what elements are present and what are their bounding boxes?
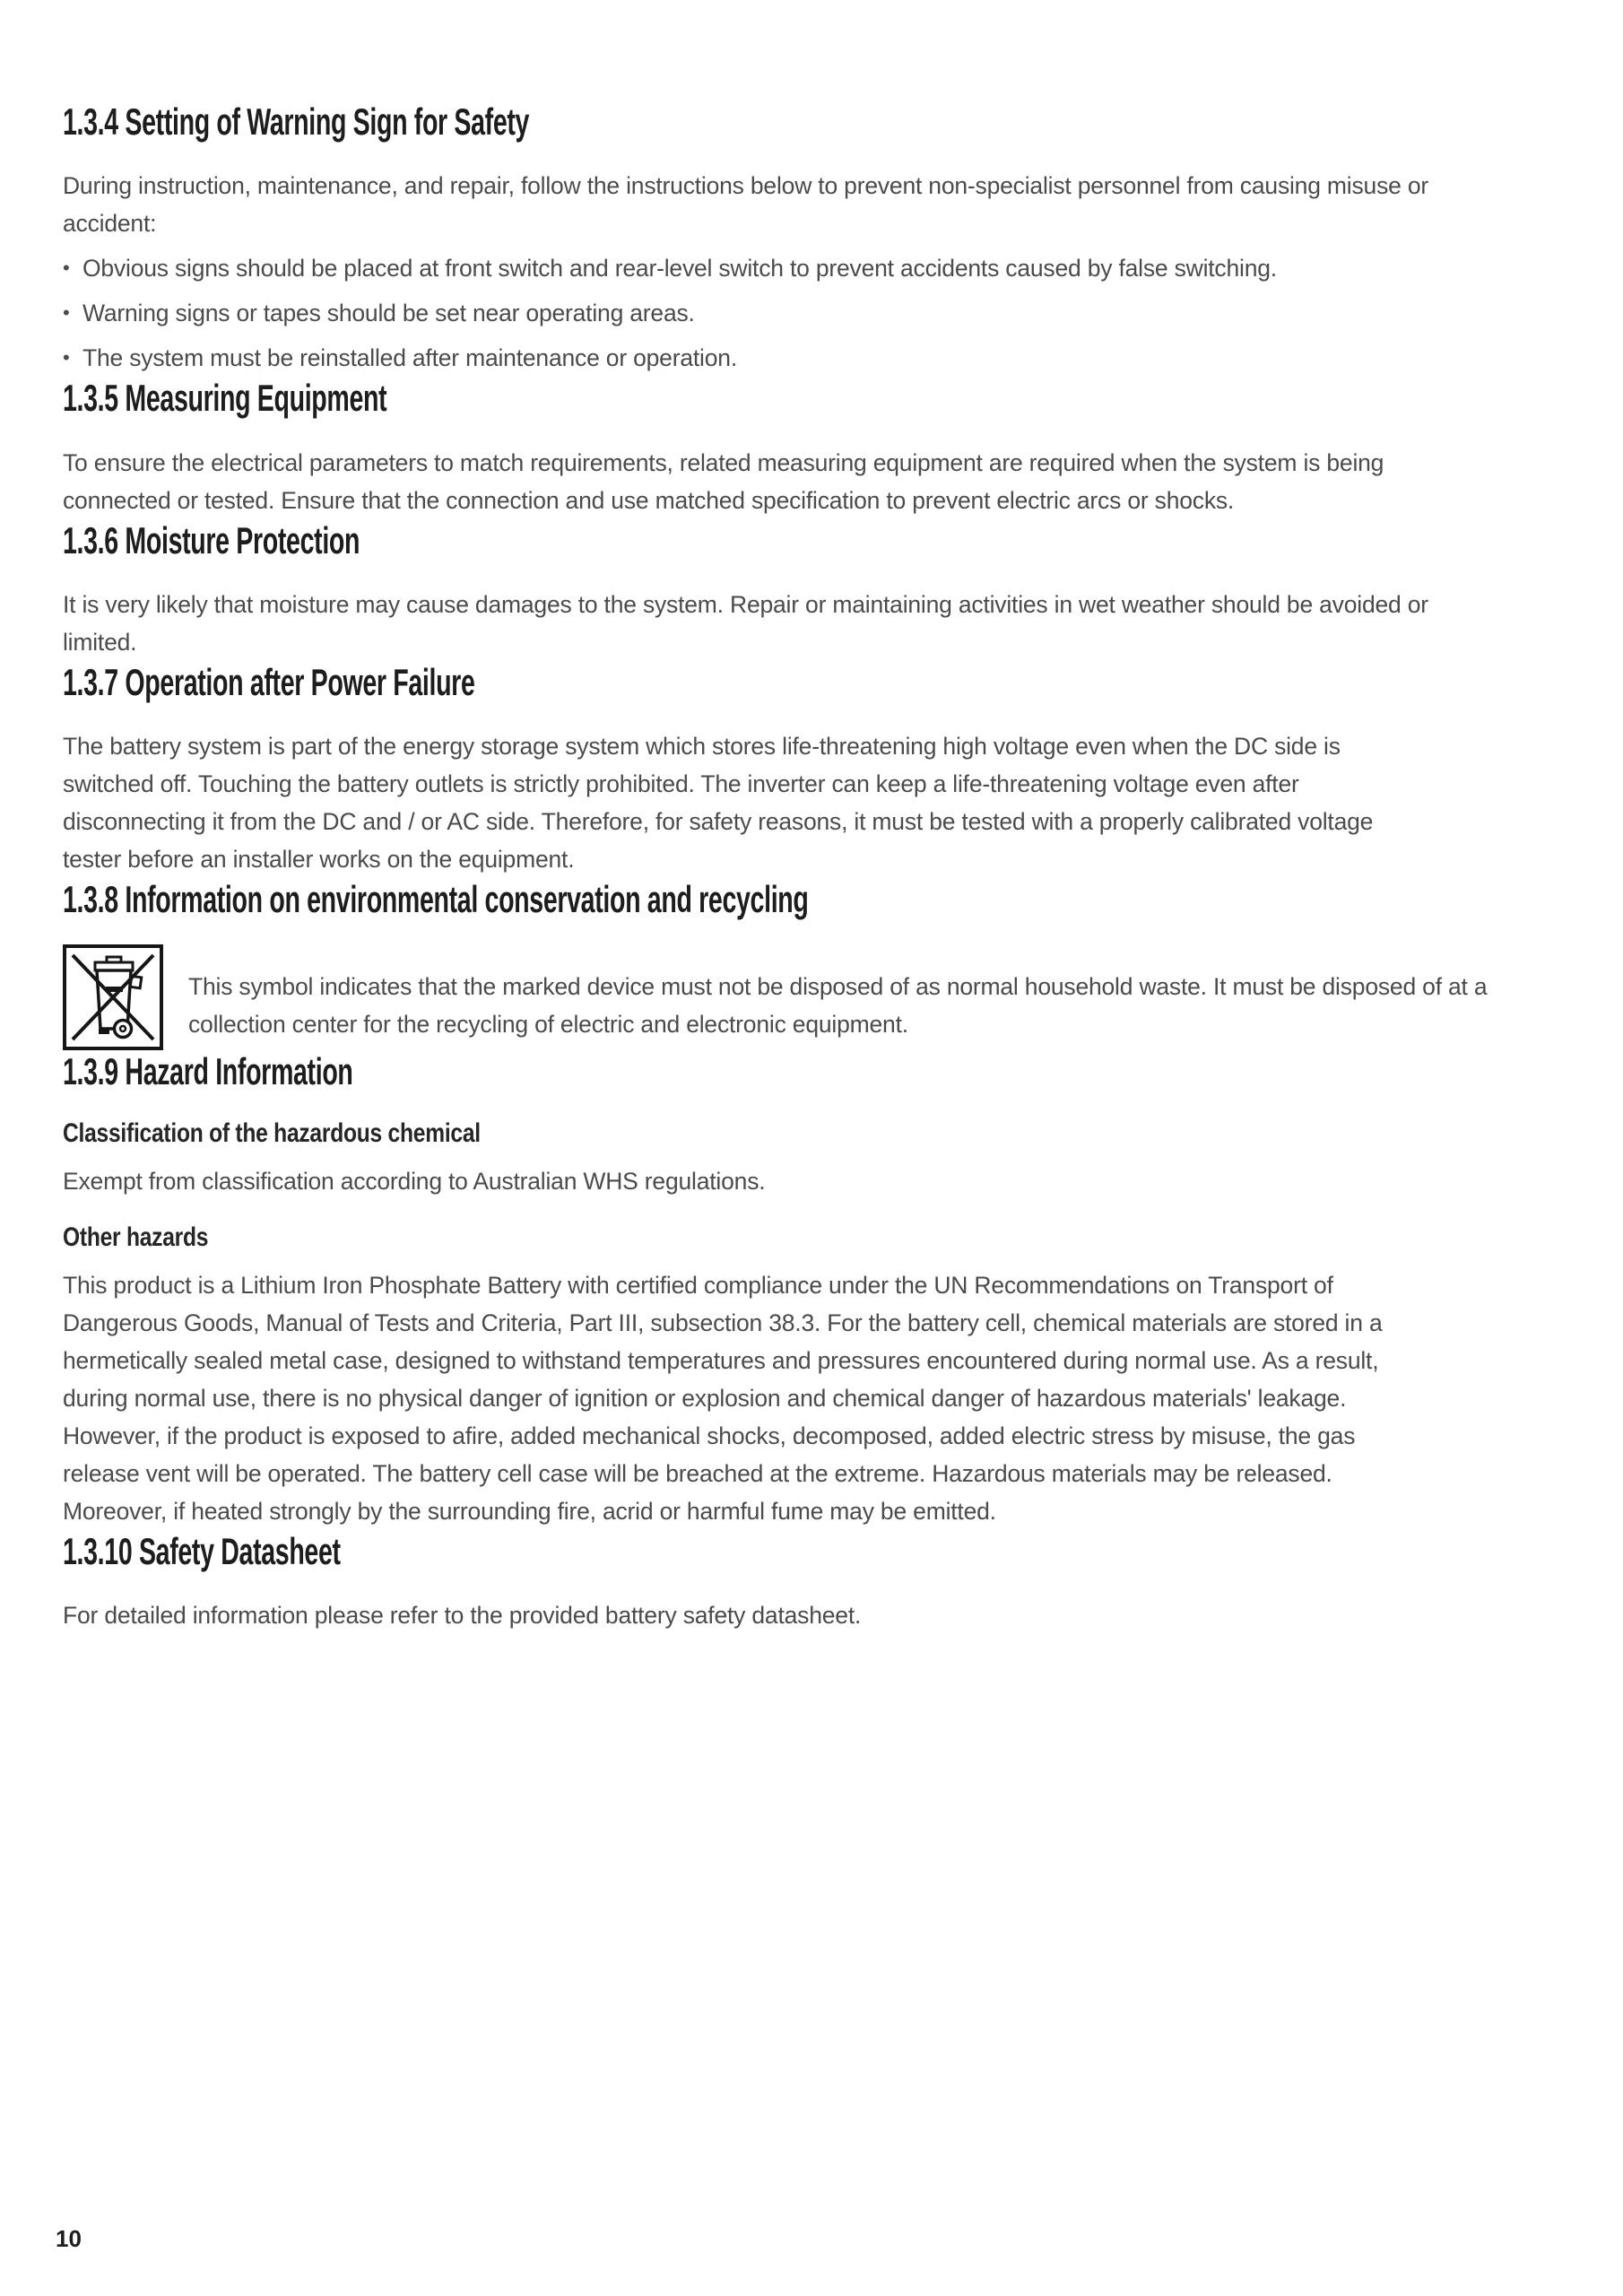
sub-heading-classification: Classification of the hazardous chemical [63,1118,481,1148]
paragraph: This product is a Lithium Iron Phosphate Battery with certified compliance under the UN Recommendations on Transport of Dangerous Goods, Manual of Tests and Criteria, Part III, subsection 38.3. For the battery cell, chemical materials are stored in a hermetically sealed metal case, designed to withstand temperatures and pressures encountered during normal use. As a result, during normal use, there is no physical danger of ignition or explosion and chemical danger of hazardous materials' leakage. However, if the product is exposed to afire, added mechanical shocks, decomposed, added electric stress by misuse, the gas release vent will be operated. The battery cell case will be breached at the extreme. Hazardous materials may be released. Moreover, if heated strongly by the surrounding fire, acrid or harmful fume may be emitted. [63,1271,1383,1525]
bullet-item [63,294,1433,332]
paragraph: This symbol indicates that the marked device must not be disposed of as normal household waste. It must be disposed of at a collection center for the recycling of electric and electronic equipment. [188,973,1488,1039]
section-heading: 1.3.5 Measuring Equipment [63,377,387,420]
weee-crossed-out-bin-icon [63,944,163,1050]
paragraph: The battery system is part of the energy storage system which stores life-threatening high voltage even when the DC side is switched off. Touching the battery outlets is strictly prohibited. The inverter can keep a life-threatening voltage even after disconnecting it from the DC and / or AC side. Therefore, for safety reasons, it must be tested with a properly calibrated voltage tester before an installer works on the equipment. [63,733,1374,874]
bullet-text: Obvious signs should be placed at front switch and rear-level switch to prevent accidents caused by false switching. [82,255,1277,283]
bullet-dot: • [63,346,70,370]
bullet-dot: • [63,301,70,325]
section-heading: 1.3.9 Hazard Information [63,1050,353,1093]
paragraph: To ensure the electrical parameters to match requirements, related measuring equipment are required when the system is being connected or tested. Ensure that the connection and use matched specification to prevent electric arcs or shocks. [63,448,1384,514]
section-operation-after-power-failure [63,661,1569,878]
bullet-text: The system must be reinstalled after maintenance or operation. [82,344,737,372]
section-hazard-information [63,1050,1569,1529]
section-safety-datasheet [63,1530,1569,1634]
bullet-item [63,339,1433,377]
bullet-dot: • [63,257,70,280]
paragraph: For detailed information please refer to the provided battery safety datasheet. [63,1602,862,1630]
paragraph: During instruction, maintenance, and repair, follow the instructions below to prevent non-specialist personnel from causing misuse or accident: [63,172,1428,238]
section-measuring-equipment [63,377,1569,518]
paragraph: It is very likely that moisture may cause damages to the system. Repair or maintaining activities in wet weather should be avoided or limited. [63,590,1428,656]
section-heading: 1.3.6 Moisture Protection [63,518,360,561]
page-content [63,100,1569,1634]
section-heading: 1.3.8 Information on environmental conservation and recycling [63,878,809,921]
section-heading: 1.3.7 Operation after Power Failure [63,660,475,703]
bullet-item [63,249,1433,287]
page-number: 10 [56,2225,82,2252]
sub-heading-other-hazards: Other hazards [63,1222,209,1252]
recycling-info-row [63,944,1569,1050]
section-heading: 1.3.10 Safety Datasheet [63,1529,341,1572]
section-moisture-protection [63,519,1569,661]
paragraph: Exempt from classification according to Australian WHS regulations. [63,1167,766,1195]
bullet-text: Warning signs or tapes should be set near operating areas. [82,300,695,327]
section-environmental-conservation-recycling [63,878,1569,1050]
section-heading: 1.3.4 Setting of Warning Sign for Safety [63,100,530,143]
section-setting-of-warning-sign [63,100,1569,377]
